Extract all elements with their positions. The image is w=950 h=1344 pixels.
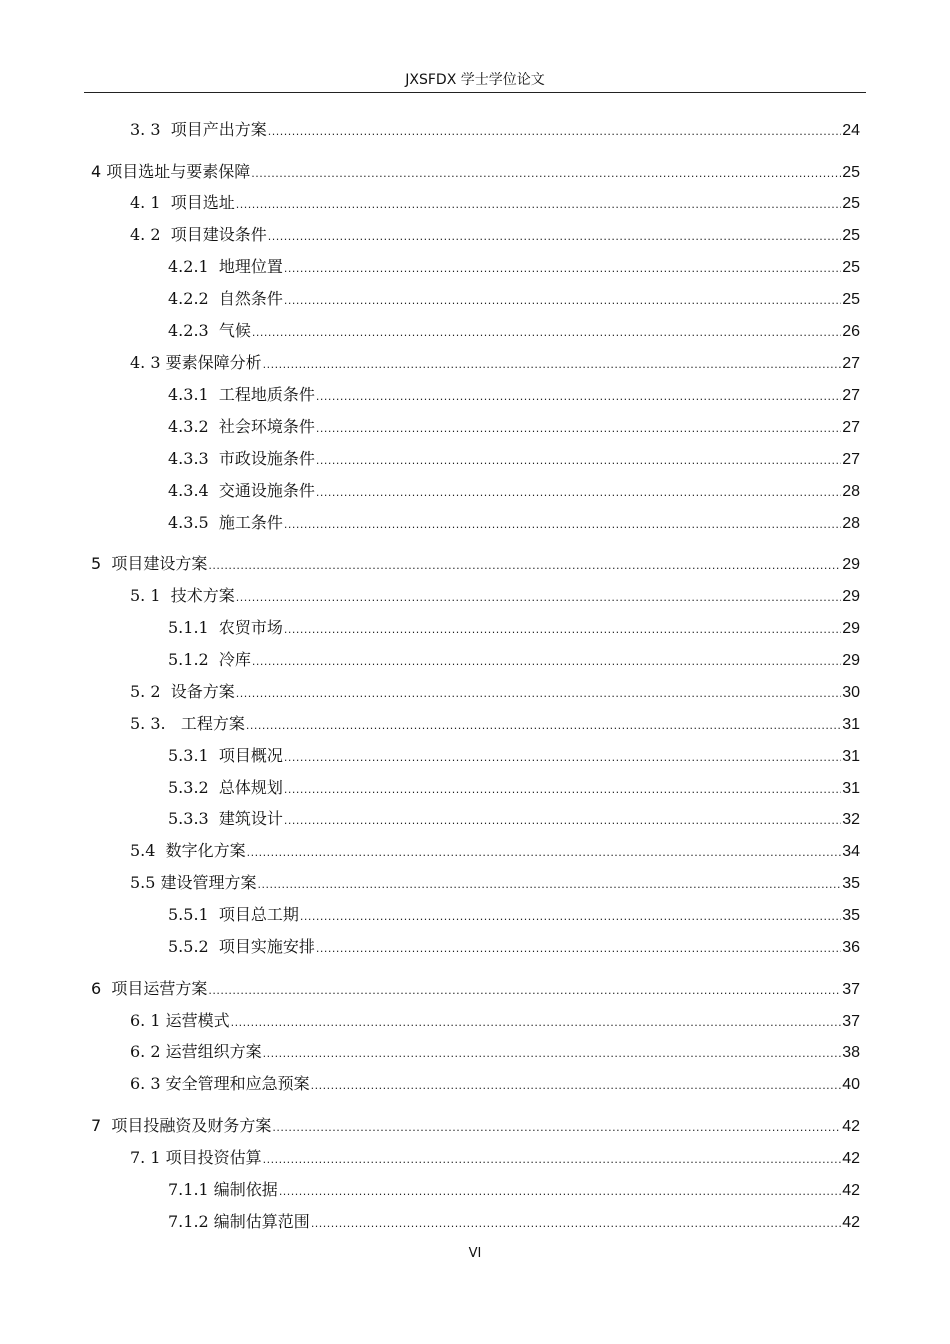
toc-entry[interactable] — [130, 1040, 860, 1064]
toc-chapter[interactable] — [91, 552, 860, 576]
toc-entry[interactable] — [168, 807, 860, 831]
dot-leader — [231, 1011, 842, 1035]
dot-leader — [311, 1074, 842, 1098]
toc-entry-label: 6 项目运营方案 — [91, 979, 208, 998]
toc-entry-label: 3. 3 项目产出方案 — [130, 120, 267, 139]
toc-entry-label: 5. 2 设备方案 — [130, 682, 235, 701]
toc-entry[interactable] — [168, 511, 860, 535]
toc-entry-label: 7.1.1 编制依据 — [168, 1180, 278, 1199]
dot-leader — [268, 225, 841, 249]
toc-entry-label: 5.3.2 总体规划 — [168, 778, 283, 797]
toc-entry-label: 4. 1 项目选址 — [130, 193, 235, 212]
toc-entry[interactable] — [130, 1072, 860, 1096]
toc-chapter[interactable] — [91, 1114, 860, 1138]
dot-leader — [284, 746, 841, 770]
header-rule — [84, 92, 866, 93]
toc-entry[interactable] — [130, 223, 860, 247]
toc-entry-page: 29 — [842, 588, 860, 605]
dot-leader — [284, 513, 841, 537]
toc-entry-page: 42 — [842, 1182, 860, 1199]
toc-chapter[interactable] — [91, 977, 860, 1001]
toc-entry-page: 32 — [842, 811, 860, 828]
toc-entry[interactable] — [130, 1146, 860, 1170]
dot-leader — [284, 778, 841, 802]
toc-entry-page: 25 — [842, 227, 860, 244]
toc-entry-page: 26 — [842, 323, 860, 340]
toc-entry-label: 6. 3 安全管理和应急预案 — [130, 1074, 310, 1093]
toc-entry-page: 27 — [842, 355, 860, 372]
toc-entry-label: 5.4 数字化方案 — [130, 841, 246, 860]
toc-entry-page: 28 — [842, 515, 860, 532]
toc-entry-page: 38 — [842, 1044, 860, 1061]
toc-entry-label: 5.1.2 冷库 — [168, 650, 251, 669]
toc-entry-label: 4.3.3 市政设施条件 — [168, 449, 315, 468]
toc-entry[interactable] — [168, 1210, 860, 1234]
toc-entry-page: 36 — [842, 939, 860, 956]
toc-entry-page: 29 — [842, 620, 860, 637]
toc-entry-page: 27 — [842, 387, 860, 404]
toc-entry[interactable] — [168, 935, 860, 959]
toc-entry-label: 5.5 建设管理方案 — [130, 873, 257, 892]
toc-entry[interactable] — [168, 479, 860, 503]
toc-entry[interactable] — [168, 616, 860, 640]
toc-entry-page: 42 — [842, 1118, 860, 1135]
toc-entry-label: 5. 1 技术方案 — [130, 586, 235, 605]
toc-entry-label: 4.3.2 社会环境条件 — [168, 417, 315, 436]
toc-entry[interactable] — [168, 776, 860, 800]
toc-entry[interactable] — [130, 351, 860, 375]
toc-entry-label: 7 项目投融资及财务方案 — [91, 1116, 272, 1135]
toc-chapter[interactable] — [91, 160, 860, 184]
toc-entry-page: 25 — [842, 164, 860, 181]
dot-leader — [208, 554, 841, 578]
toc-entry-label: 7.1.2 编制估算范围 — [168, 1212, 310, 1231]
dot-leader — [246, 714, 841, 738]
toc-entry-page: 31 — [842, 716, 860, 733]
toc-entry-label: 5.5.1 项目总工期 — [168, 905, 299, 924]
toc-entry[interactable] — [168, 255, 860, 279]
toc-entry-page: 42 — [842, 1150, 860, 1167]
toc-entry-label: 4.2.2 自然条件 — [168, 289, 283, 308]
toc-entry-label: 6. 1 运营模式 — [130, 1011, 230, 1030]
toc-entry[interactable] — [130, 839, 860, 863]
toc-entry-page: 34 — [842, 843, 860, 860]
toc-entry-page: 35 — [842, 875, 860, 892]
running-header: JXSFDX 学士学位论文 — [405, 72, 545, 88]
dot-leader — [279, 1180, 841, 1204]
dot-leader — [263, 1042, 842, 1066]
toc-entry-label: 4.3.1 工程地质条件 — [168, 385, 315, 404]
toc-entry[interactable] — [168, 447, 860, 471]
toc-entry-label: 5.5.2 项目实施安排 — [168, 937, 315, 956]
toc-entry-page: 31 — [842, 748, 860, 765]
toc-entry-page: 29 — [842, 556, 860, 573]
toc-entry-page: 30 — [842, 684, 860, 701]
dot-leader — [300, 905, 841, 929]
dot-leader — [263, 1148, 842, 1172]
toc-entry[interactable] — [168, 383, 860, 407]
toc-entry-page: 42 — [842, 1214, 860, 1231]
dot-leader — [258, 873, 842, 897]
toc-entry-page: 25 — [842, 291, 860, 308]
toc-entry-page: 40 — [842, 1076, 860, 1093]
dot-leader — [284, 809, 841, 833]
toc-entry[interactable] — [130, 584, 860, 608]
toc-entry-page: 35 — [842, 907, 860, 924]
toc-entry-page: 25 — [842, 195, 860, 212]
dot-leader — [311, 1212, 841, 1236]
dot-leader — [236, 193, 841, 217]
dot-leader — [316, 937, 841, 961]
dot-leader — [251, 162, 841, 186]
dot-leader — [316, 449, 841, 473]
toc-entry-label: 5 项目建设方案 — [91, 554, 208, 573]
toc-entry[interactable] — [130, 118, 860, 142]
dot-leader — [316, 417, 841, 441]
dot-leader — [284, 618, 841, 642]
dot-leader — [272, 1116, 841, 1140]
toc-entry-label: 7. 1 项目投资估算 — [130, 1148, 262, 1167]
toc-entry[interactable] — [130, 712, 860, 736]
dot-leader — [316, 385, 841, 409]
toc-entry-label: 4 项目选址与要素保障 — [91, 162, 251, 181]
toc-entry-label: 5.3.1 项目概况 — [168, 746, 283, 765]
toc-entry[interactable] — [168, 415, 860, 439]
dot-leader — [284, 257, 841, 281]
toc-entry-page: 27 — [842, 451, 860, 468]
toc-entry-page: 37 — [842, 981, 860, 998]
toc-entry-label: 4. 2 项目建设条件 — [130, 225, 267, 244]
dot-leader — [208, 979, 841, 1003]
toc-entry-label: 4.2.3 气候 — [168, 321, 251, 340]
toc-entry-page: 25 — [842, 259, 860, 276]
toc-entry-page: 28 — [842, 483, 860, 500]
dot-leader — [263, 353, 842, 377]
toc-entry[interactable] — [130, 191, 860, 215]
toc-entry-label: 5.1.1 农贸市场 — [168, 618, 283, 637]
toc-entry[interactable] — [168, 1178, 860, 1202]
toc-entry-page: 27 — [842, 419, 860, 436]
toc-entry[interactable] — [130, 871, 860, 895]
toc-entry[interactable] — [168, 903, 860, 927]
dot-leader — [268, 120, 841, 144]
toc-entry[interactable] — [168, 744, 860, 768]
toc-entry-label: 5.3.3 建筑设计 — [168, 809, 283, 828]
toc-entry-label: 4.3.4 交通设施条件 — [168, 481, 315, 500]
page-number: VI — [468, 1246, 482, 1261]
dot-leader — [247, 841, 842, 865]
toc-entry-label: 6. 2 运营组织方案 — [130, 1042, 262, 1061]
toc-entry[interactable] — [168, 287, 860, 311]
toc-entry-page: 37 — [842, 1013, 860, 1030]
toc-entry-label: 4.2.1 地理位置 — [168, 257, 283, 276]
dot-leader — [236, 682, 841, 706]
dot-leader — [284, 289, 841, 313]
toc-entry-page: 29 — [842, 652, 860, 669]
toc-entry-label: 5. 3. 工程方案 — [130, 714, 245, 733]
toc-entry[interactable] — [168, 648, 860, 672]
toc-entry-label: 4. 3 要素保障分析 — [130, 353, 262, 372]
dot-leader — [252, 321, 841, 345]
toc-entry[interactable] — [130, 680, 860, 704]
dot-leader — [236, 586, 841, 610]
toc-entry-page: 31 — [842, 780, 860, 797]
toc-entry-label: 4.3.5 施工条件 — [168, 513, 283, 532]
toc-entry-page: 24 — [842, 122, 860, 139]
dot-leader — [316, 481, 841, 505]
dot-leader — [252, 650, 841, 674]
toc-entry[interactable] — [168, 319, 860, 343]
toc-entry[interactable] — [130, 1009, 860, 1033]
